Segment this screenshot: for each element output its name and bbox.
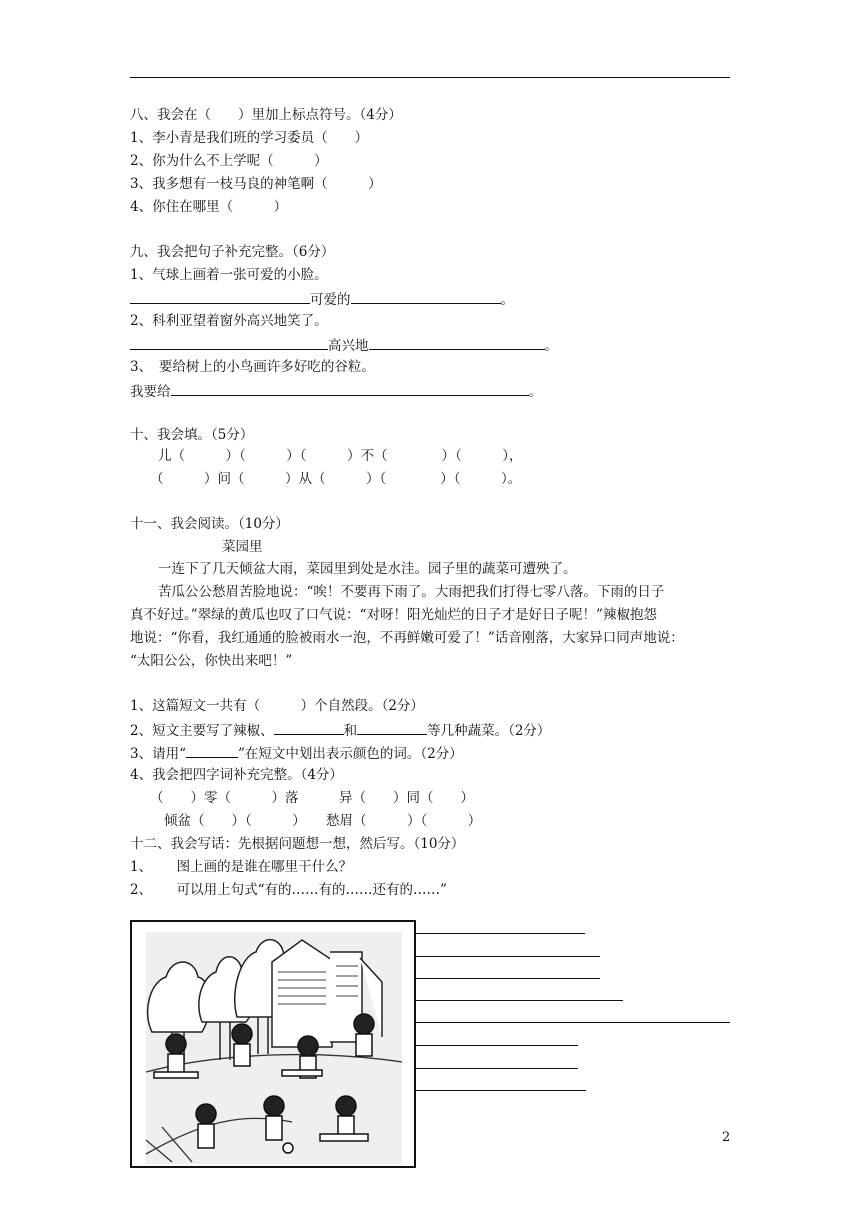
story-title: 菜园里: [222, 539, 263, 555]
writing-line[interactable]: [415, 1022, 730, 1023]
s8-item-3: 3、我多想有一枝马良的神笔啊（ ）: [130, 176, 382, 192]
writing-line[interactable]: [415, 956, 600, 957]
story-paragraph-2-line-2: 真不好过。”翠绿的黄瓜也叹了口气说：“对呀！阳光灿烂的日子才是好日子呢！”辣椒抱怨: [130, 607, 657, 623]
s12-question-1: 1、 图上画的是谁在哪里干什么？: [130, 859, 353, 875]
section-10-title: 十、我会填。（5分）: [130, 427, 254, 443]
s12-question-2: 2、 可以用上句式“有的……有的……还有的……”: [130, 882, 447, 898]
s9-question-2: 2、科利亚望着窗外高兴地笑了。: [130, 313, 328, 329]
section-11-title: 十一、我会阅读。（10分）: [130, 516, 289, 532]
s11-question-4: 4、我会把四字词补充完整。（4分）: [130, 767, 343, 783]
playground-illustration: [130, 920, 416, 1168]
story-paragraph-1: 一连下了几天倾盆大雨，菜园里到处是水洼。园子里的蔬菜可遭殃了。: [158, 561, 577, 577]
s8-item-1: 1、李小青是我们班的学习委员（ ）: [130, 130, 369, 146]
s9-answer-1[interactable]: 可爱的 。: [130, 289, 514, 309]
story-paragraph-2-line-3: 地说：“你看，我红通通的脸被雨水一泡，不再鲜嫩可爱了！”话音刚落，大家异口同声地说：: [130, 630, 684, 646]
s11-q4-row-1[interactable]: （ ）零（ ）落 异（ ）同（ ）: [150, 790, 474, 806]
writing-line[interactable]: [415, 1000, 623, 1001]
s11-question-3: 3、请用“ ”在短文中划出表示颜色的词。（2分）: [130, 743, 463, 763]
section-9-title: 九、我会把句子补充完整。（6分）: [130, 244, 335, 260]
writing-line[interactable]: [415, 978, 600, 979]
story-paragraph-2-line-1: 苦瓜公公愁眉苦脸地说：“唉！不要再下雨了。大雨把我们打得七零八落。下雨的日子: [158, 584, 665, 600]
s9-question-1: 1、气球上画着一张可爱的小脸。: [130, 267, 328, 283]
s11-q4-row-2[interactable]: 倾盆（ ）（ ） 愁眉（ ）（ ）: [164, 813, 482, 829]
s9-answer-3[interactable]: 我要给 。: [130, 381, 542, 401]
s11-question-2[interactable]: 2、短文主要写了辣椒、 和 等几种蔬菜。（2分）: [130, 720, 550, 740]
s10-row-2[interactable]: （ ）问（ ）从（ ）（ ）（ ）。: [150, 471, 522, 487]
page-number: 2: [722, 1130, 731, 1145]
s8-item-4: 4、你住在哪里（ ）: [130, 199, 288, 215]
section-8-title: 八、我会在（ ）里加上标点符号。（4分）: [130, 107, 402, 123]
s9-question-3: 3、 要给树上的小鸟画许多好吃的谷粒。: [130, 359, 375, 375]
header-rule: [130, 77, 730, 78]
s10-row-1[interactable]: 儿（ ）（ ）（ ）不（ ）（ ），: [158, 448, 523, 464]
s8-item-2: 2、你为什么不上学呢（ ）: [130, 153, 328, 169]
section-12-title: 十二、我会写话：先根据问题想一想，然后写。（10分）: [130, 836, 465, 852]
playground-drawing: [132, 922, 414, 1166]
s11-question-1[interactable]: 1、这篇短文一共有（ ）个自然段。（2分）: [130, 698, 424, 714]
s9-answer-2[interactable]: 高兴地 。: [130, 335, 558, 355]
story-paragraph-2-line-4: “太阳公公，你快出来吧！”: [130, 653, 293, 669]
